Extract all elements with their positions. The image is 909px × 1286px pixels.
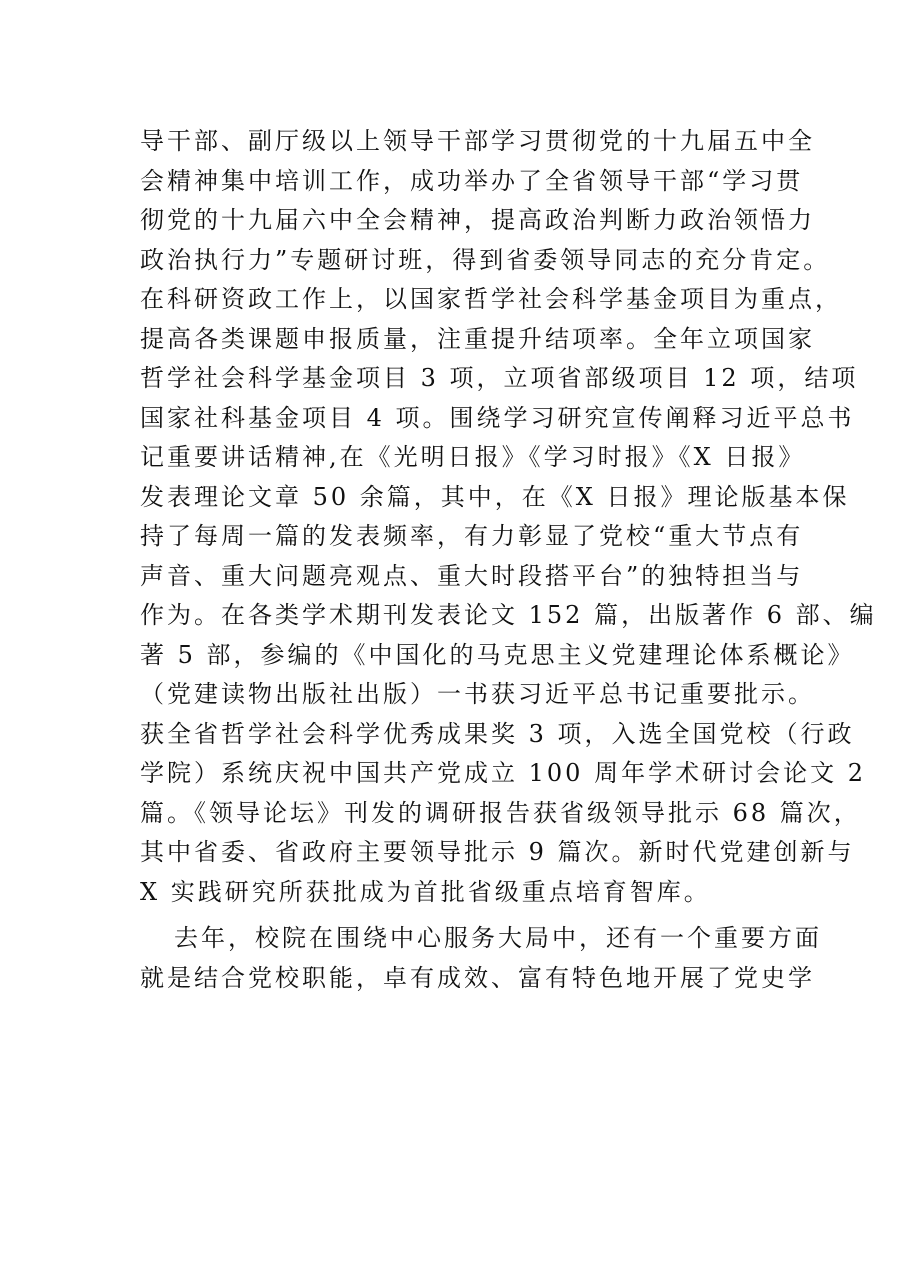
text-line: （党建读物出版社出版）一书获习近平总书记重要批示。 [140, 680, 815, 708]
text-line: 作为。在各类学术期刊发表论文 152 篇，出版著作 6 部、编 [140, 601, 877, 629]
text-line: 著 5 部，参编的《中国化的马克思主义党建理论体系概论》 [140, 640, 855, 669]
paragraph-research-achievements [140, 122, 877, 912]
text-line: 国家社科基金项目 4 项。围绕学习研究宣传阐释习近平总书 [140, 403, 855, 432]
text-line: 哲学社会科学基金项目 3 项，立项省部级项目 12 项，结项 [140, 364, 859, 392]
text-line: 彻党的十九届六中全会精神，提高政治判断力政治领悟力 [140, 206, 815, 234]
text-line: 其中省委、省政府主要领导批示 9 篇次。新时代党建创新与 [140, 838, 855, 866]
text-line: 导干部、副厅级以上领导干部学习贯彻党的十九届五中全 [140, 127, 815, 155]
text-line: 学院）系统庆祝中国共产党成立 100 周年学术研讨会论文 2 [140, 759, 866, 787]
text-line: X 实践研究所获批成为首批省级重点培育智库。 [140, 877, 711, 906]
text-line: 在科研资政工作上，以国家哲学社会科学基金项目为重点， [140, 285, 842, 313]
text-line: 持了每周一篇的发表频率，有力彰显了党校“重大节点有 [140, 522, 804, 550]
text-line: 声音、重大问题亮观点、重大时段搭平台”的独特担当与 [140, 561, 804, 590]
body-text [140, 122, 877, 998]
text-line: 就是结合党校职能，卓有成效、富有特色地开展了党史学 [140, 963, 815, 992]
text-line: 记重要讲话精神,在《光明日报》《学习时报》《X 日报》 [140, 443, 806, 471]
text-line: 篇。《领导论坛》刊发的调研报告获省级领导批示 68 篇次， [140, 798, 861, 827]
text-line: 提高各类课题申报质量，注重提升结项率。全年立项国家 [140, 324, 815, 353]
paragraph-service-overview [140, 919, 822, 998]
text-line: 发表理论文章 50 余篇，其中，在《X 日报》理论版基本保 [140, 482, 850, 511]
text-line: 获全省哲学社会科学优秀成果奖 3 项，入选全国党校（行政 [140, 719, 855, 748]
text-line: 政治执行力”专题研讨班，得到省委领导同志的充分肯定。 [140, 245, 831, 274]
text-line: 会精神集中培训工作，成功举办了全省领导干部“学习贯 [140, 166, 804, 195]
text-line: 去年，校院在围绕中心服务大局中，还有一个重要方面 [174, 924, 822, 952]
